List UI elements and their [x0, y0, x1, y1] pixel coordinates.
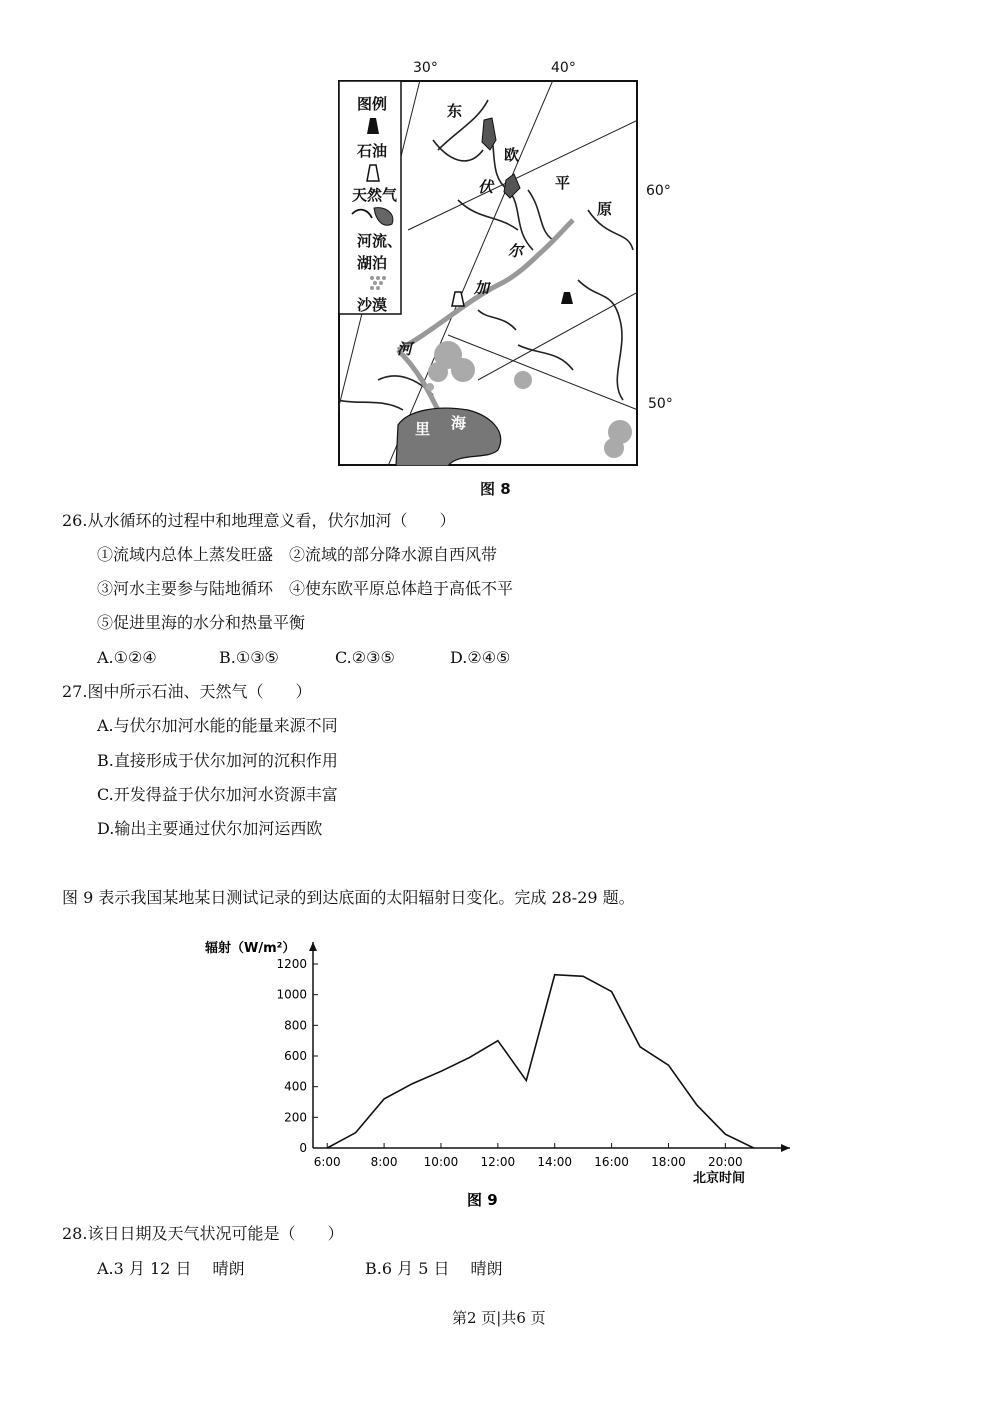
- lat-label-60: 60°: [646, 183, 671, 199]
- y-axis-label: 辐射（W/m²）: [205, 941, 296, 956]
- page-footer: 第2 页|共6 页: [452, 1309, 546, 1327]
- q27-stem: 27.图中所示石油、天然气（ ）: [62, 682, 312, 701]
- lon-label-30: 30°: [413, 60, 438, 76]
- map-label-ping: 平: [555, 174, 571, 192]
- x-tick-label: 8:00: [370, 1155, 398, 1169]
- oil-icon: [366, 118, 380, 134]
- y-tick-label: 400: [284, 1079, 307, 1094]
- q26-line-2: ③河水主要参与陆地循环 ④使东欧平原总体趋于高低不平: [97, 579, 514, 598]
- x-tick-label: 12:00: [480, 1155, 516, 1169]
- map-label-er: 尔: [508, 242, 524, 260]
- map-label-fu: 伏: [478, 178, 494, 196]
- legend-gas: 天然气: [352, 186, 398, 204]
- x-tick-label: 16:00: [594, 1155, 629, 1169]
- x-tick-label: 18:00: [651, 1155, 686, 1169]
- q26-option-a: A.①②④: [97, 648, 157, 667]
- x-tick-label: 20:00: [708, 1155, 743, 1169]
- q28-option-b: B.6 月 5 日 晴朗: [365, 1259, 503, 1278]
- x-axis-arrow: [781, 1144, 790, 1152]
- x-axis-label: 北京时间: [693, 1171, 746, 1186]
- desert-icon: [368, 274, 388, 290]
- q27-option-a: A.与伏尔加河水能的能量来源不同: [97, 716, 338, 735]
- legend-desert: 沙漠: [357, 296, 388, 314]
- q28-stem: 28.该日日期及天气状况可能是（ ）: [62, 1224, 344, 1243]
- q27-option-b: B.直接形成于伏尔加河的沉积作用: [97, 751, 338, 770]
- map-label-dong: 东: [447, 102, 463, 120]
- lon-label-40: 40°: [551, 60, 576, 76]
- legend-lake: 湖泊: [357, 254, 388, 272]
- q26-option-c: C.②③⑤: [335, 648, 395, 667]
- figure-9-chart: [195, 930, 795, 1220]
- y-tick-label: 1200: [276, 957, 307, 971]
- q26-option-d: D.②④⑤: [450, 648, 511, 667]
- q27-option-c: C.开发得益于伏尔加河水资源丰富: [97, 785, 338, 804]
- map-label-li: 里: [415, 420, 431, 438]
- y-tick-label: 600: [284, 1049, 307, 1063]
- y-tick-label: 1000: [276, 987, 307, 1002]
- figure-8-caption: 图 8: [480, 480, 511, 498]
- q26-stem: 26.从水循环的过程中和地理意义看，伏尔加河（ ）: [62, 511, 456, 530]
- legend-title: 图例: [357, 95, 388, 113]
- y-tick-label: 0: [299, 1141, 307, 1155]
- x-tick-label: 10:00: [423, 1155, 459, 1169]
- gas-icon: [366, 164, 380, 182]
- q26-line-3: ⑤促进里海的水分和热量平衡: [97, 613, 306, 632]
- figure-9-caption: 图 9: [467, 1191, 498, 1209]
- map-label-jia: 加: [474, 279, 490, 297]
- q28-option-a: A.3 月 12 日 晴朗: [97, 1259, 245, 1278]
- map-label-ou: 欧: [504, 146, 520, 164]
- intro-28-29: 图 9 表示我国某地某日测试记录的到达底面的太阳辐射日变化。完成 28-29 题。: [62, 888, 635, 907]
- q27-option-d: D.输出主要通过伏尔加河运西欧: [97, 819, 323, 838]
- lat-label-50: 50°: [648, 396, 673, 412]
- q26-option-b: B.①③⑤: [219, 648, 279, 667]
- y-tick-label: 200: [284, 1110, 307, 1125]
- y-tick-label: 800: [284, 1018, 307, 1033]
- x-tick-label: 14:00: [537, 1155, 573, 1169]
- x-tick-label: 6:00: [313, 1155, 341, 1169]
- legend-river: 河流、: [357, 232, 403, 250]
- q26-line-1: ①流域内总体上蒸发旺盛 ②流域的部分降水源自西风带: [97, 545, 498, 564]
- map-label-yuan: 原: [597, 200, 613, 218]
- y-axis-arrow: [309, 942, 317, 951]
- map-label-he: 河: [397, 340, 413, 358]
- map-label-hai: 海: [451, 414, 467, 432]
- river-lake-icon: [350, 204, 398, 228]
- radiation-series-line: [327, 975, 754, 1148]
- legend-oil: 石油: [357, 142, 388, 160]
- map-drawing: [338, 80, 638, 466]
